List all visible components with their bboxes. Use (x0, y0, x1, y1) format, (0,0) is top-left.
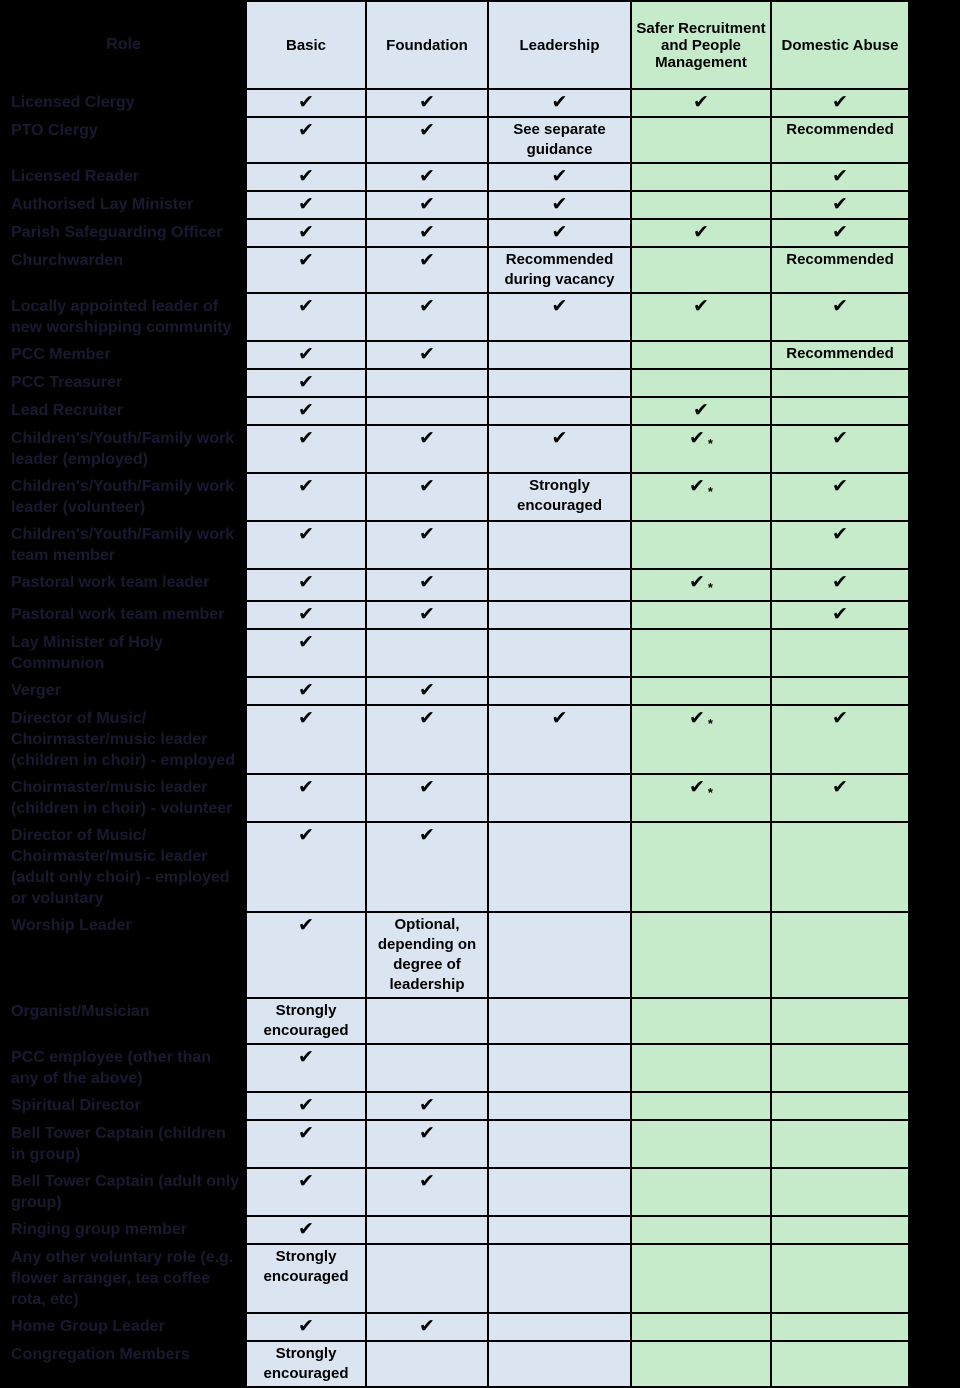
empty-cell (488, 629, 631, 677)
role-label: Lay Minister of Holy Communion (1, 629, 246, 677)
cell (366, 293, 488, 341)
empty-cell (631, 912, 771, 998)
empty-cell (631, 1120, 771, 1168)
role-label: Home Group Leader (1, 1313, 246, 1341)
check-icon: ✔ (832, 604, 848, 625)
asterisk-marker: * (707, 785, 713, 800)
asterisk-marker: * (707, 484, 713, 499)
check-icon: ✔ (298, 572, 314, 593)
table-row (1, 1092, 909, 1120)
role-label: PCC employee (other than any of the above) (1, 1044, 246, 1092)
cell-note: Recommended (771, 117, 909, 163)
role-label: Licensed Clergy (1, 89, 246, 117)
check-icon: ✔ (298, 777, 314, 798)
empty-cell (631, 1168, 771, 1216)
empty-cell (366, 1244, 488, 1313)
check-icon: ✔ (298, 92, 314, 113)
role-label: Pastoral work team member (1, 601, 246, 629)
role-label: PCC Member (1, 341, 246, 369)
asterisk-marker: * (707, 436, 713, 451)
cell (366, 677, 488, 705)
cell (366, 1168, 488, 1216)
table-row (1, 341, 909, 369)
empty-cell (366, 397, 488, 425)
empty-cell (631, 1341, 771, 1387)
cell (366, 219, 488, 247)
check-icon: ✔ (298, 428, 314, 449)
check-icon: ✔ (419, 572, 435, 593)
check-icon: ✔ (832, 166, 848, 187)
check-icon: ✔ (298, 400, 314, 421)
role-label: Organist/Musician (1, 998, 246, 1044)
role-label: Children's/Youth/Family work leader (employed) (1, 425, 246, 473)
role-label: Children's/Youth/Family work team member (1, 521, 246, 569)
cell (246, 822, 366, 912)
role-label: Pastoral work team leader (1, 569, 246, 601)
cell (631, 705, 771, 774)
cell (366, 705, 488, 774)
cell (246, 341, 366, 369)
column-header-role: Role (1, 1, 246, 89)
cell (246, 569, 366, 601)
cell (771, 219, 909, 247)
empty-cell (488, 521, 631, 569)
cell (631, 219, 771, 247)
column-header-domestic-abuse: Domestic Abuse (771, 1, 909, 89)
table-row (1, 397, 909, 425)
check-icon: ✔ (689, 708, 705, 729)
cell (246, 89, 366, 117)
cell (246, 369, 366, 397)
cell-note: Strongly encouraged (246, 1244, 366, 1313)
check-icon: ✔ (419, 92, 435, 113)
empty-cell (488, 601, 631, 629)
cell (366, 341, 488, 369)
empty-cell (771, 369, 909, 397)
check-icon: ✔ (419, 825, 435, 846)
check-icon: ✔ (419, 344, 435, 365)
check-icon: ✔ (298, 1316, 314, 1337)
cell (488, 191, 631, 219)
empty-cell (488, 1216, 631, 1244)
empty-cell (631, 677, 771, 705)
empty-cell (631, 341, 771, 369)
check-icon: ✔ (419, 524, 435, 545)
empty-cell (631, 629, 771, 677)
role-label: Locally appointed leader of new worshipping community (1, 293, 246, 341)
role-label: Choirmaster/music leader (children in choir) - volunteer (1, 774, 246, 822)
check-icon: ✔ (298, 1171, 314, 1192)
table-row (1, 473, 909, 521)
cell (246, 293, 366, 341)
empty-cell (488, 677, 631, 705)
empty-cell (488, 774, 631, 822)
empty-cell (366, 629, 488, 677)
empty-cell (488, 397, 631, 425)
cell (246, 397, 366, 425)
empty-cell (631, 1216, 771, 1244)
empty-cell (366, 1216, 488, 1244)
table-row (1, 1168, 909, 1216)
table-row (1, 601, 909, 629)
cell-note: Strongly encouraged (488, 473, 631, 521)
empty-cell (366, 998, 488, 1044)
asterisk-marker: * (707, 716, 713, 731)
empty-cell (488, 1168, 631, 1216)
check-icon: ✔ (832, 92, 848, 113)
cell-note: Strongly encouraged (246, 1341, 366, 1387)
empty-cell (366, 369, 488, 397)
table-row (1, 705, 909, 774)
cell (631, 397, 771, 425)
table-row (1, 998, 909, 1044)
empty-cell (488, 1092, 631, 1120)
check-icon: ✔ (298, 372, 314, 393)
empty-cell (631, 822, 771, 912)
check-icon: ✔ (419, 1095, 435, 1116)
cell (246, 247, 366, 293)
empty-cell (488, 341, 631, 369)
check-icon: ✔ (693, 92, 709, 113)
check-icon: ✔ (298, 524, 314, 545)
column-header-basic: Basic (246, 1, 366, 89)
empty-cell (771, 1341, 909, 1387)
check-icon: ✔ (551, 194, 568, 215)
cell (246, 912, 366, 998)
cell-note: Optional, depending on degree of leadership (366, 912, 488, 998)
empty-cell (771, 1120, 909, 1168)
empty-cell (631, 191, 771, 219)
check-icon: ✔ (298, 120, 314, 141)
table-row (1, 569, 909, 601)
empty-cell (631, 1313, 771, 1341)
cell (246, 629, 366, 677)
cell (246, 219, 366, 247)
cell (246, 677, 366, 705)
cell (488, 163, 631, 191)
cell (246, 473, 366, 521)
cell (366, 163, 488, 191)
empty-cell (771, 1092, 909, 1120)
cell (366, 822, 488, 912)
check-icon: ✔ (298, 1047, 314, 1068)
table-row (1, 293, 909, 341)
cell-note: See separate guidance (488, 117, 631, 163)
column-header-safer-recruitment: Safer Recruitment and People Management (631, 1, 771, 89)
column-header-foundation: Foundation (366, 1, 488, 89)
cell (366, 601, 488, 629)
empty-cell (488, 998, 631, 1044)
empty-cell (771, 1168, 909, 1216)
check-icon: ✔ (689, 572, 705, 593)
empty-cell (488, 1120, 631, 1168)
cell (366, 473, 488, 521)
cell (366, 247, 488, 293)
empty-cell (631, 521, 771, 569)
check-icon: ✔ (419, 1171, 435, 1192)
cell (246, 774, 366, 822)
empty-cell (771, 1313, 909, 1341)
empty-cell (771, 629, 909, 677)
cell-note: Recommended (771, 247, 909, 293)
table-row (1, 1120, 909, 1168)
cell (366, 1092, 488, 1120)
cell (631, 569, 771, 601)
cell (771, 569, 909, 601)
empty-cell (366, 1044, 488, 1092)
check-icon: ✔ (419, 1316, 435, 1337)
check-icon: ✔ (689, 428, 705, 449)
empty-cell (631, 1092, 771, 1120)
cell (366, 1120, 488, 1168)
header-row (1, 1, 909, 89)
check-icon: ✔ (419, 120, 435, 141)
role-label: Lead Recruiter (1, 397, 246, 425)
check-icon: ✔ (298, 1219, 314, 1240)
table-body (1, 89, 909, 1387)
table-row (1, 89, 909, 117)
table-row (1, 1313, 909, 1341)
role-label: Congregation Members (1, 1341, 246, 1387)
cell (631, 425, 771, 473)
table-row (1, 369, 909, 397)
check-icon: ✔ (832, 777, 848, 798)
role-label: Authorised Lay Minister (1, 191, 246, 219)
cell (366, 191, 488, 219)
cell (246, 163, 366, 191)
cell (631, 473, 771, 521)
table-row (1, 1244, 909, 1313)
role-label: Licensed Reader (1, 163, 246, 191)
check-icon: ✔ (298, 296, 314, 317)
empty-cell (488, 912, 631, 998)
check-icon: ✔ (298, 1123, 314, 1144)
check-icon: ✔ (419, 194, 435, 215)
cell (771, 521, 909, 569)
cell (771, 163, 909, 191)
empty-cell (631, 998, 771, 1044)
check-icon: ✔ (298, 476, 314, 497)
role-label: Ringing group member (1, 1216, 246, 1244)
empty-cell (631, 369, 771, 397)
check-icon: ✔ (298, 344, 314, 365)
role-label: Children's/Youth/Family work leader (volunteer) (1, 473, 246, 521)
check-icon: ✔ (298, 222, 314, 243)
table-row (1, 774, 909, 822)
empty-cell (771, 912, 909, 998)
cell (488, 89, 631, 117)
empty-cell (631, 1044, 771, 1092)
cell (246, 1216, 366, 1244)
empty-cell (488, 1244, 631, 1313)
empty-cell (771, 677, 909, 705)
check-icon: ✔ (419, 680, 435, 701)
empty-cell (488, 1313, 631, 1341)
empty-cell (366, 1341, 488, 1387)
check-icon: ✔ (298, 708, 314, 729)
cell (631, 89, 771, 117)
cell (246, 1313, 366, 1341)
check-icon: ✔ (298, 604, 314, 625)
cell (488, 705, 631, 774)
role-label: PTO Clergy (1, 117, 246, 163)
table-row (1, 1044, 909, 1092)
empty-cell (631, 247, 771, 293)
column-header-leadership: Leadership (488, 1, 631, 89)
check-icon: ✔ (298, 825, 314, 846)
role-label: PCC Treasurer (1, 369, 246, 397)
check-icon: ✔ (419, 708, 435, 729)
check-icon: ✔ (551, 708, 568, 729)
role-label: Bell Tower Captain (children in group) (1, 1120, 246, 1168)
empty-cell (771, 1244, 909, 1313)
check-icon: ✔ (419, 166, 435, 187)
check-icon: ✔ (832, 194, 848, 215)
empty-cell (771, 1044, 909, 1092)
check-icon: ✔ (419, 476, 435, 497)
table-row (1, 521, 909, 569)
cell (771, 293, 909, 341)
empty-cell (771, 1216, 909, 1244)
role-label: Verger (1, 677, 246, 705)
check-icon: ✔ (832, 708, 848, 729)
cell (246, 425, 366, 473)
cell (366, 425, 488, 473)
empty-cell (771, 822, 909, 912)
cell (246, 1120, 366, 1168)
cell (246, 117, 366, 163)
check-icon: ✔ (693, 296, 709, 317)
role-label: Churchwarden (1, 247, 246, 293)
table-row (1, 425, 909, 473)
cell (771, 425, 909, 473)
empty-cell (631, 1244, 771, 1313)
role-label: Bell Tower Captain (adult only group) (1, 1168, 246, 1216)
check-icon: ✔ (551, 166, 568, 187)
check-icon: ✔ (419, 1123, 435, 1144)
check-icon: ✔ (689, 777, 705, 798)
check-icon: ✔ (693, 222, 709, 243)
empty-cell (488, 1341, 631, 1387)
role-label: Director of Music/ Choirmaster/music leader (adult only choir) - employed or voluntary (1, 822, 246, 912)
cell-note: Strongly encouraged (246, 998, 366, 1044)
table-row (1, 117, 909, 163)
table-row (1, 677, 909, 705)
check-icon: ✔ (551, 92, 568, 113)
check-icon: ✔ (832, 428, 848, 449)
cell (246, 1092, 366, 1120)
empty-cell (771, 998, 909, 1044)
table-row (1, 163, 909, 191)
check-icon: ✔ (298, 632, 314, 653)
cell (488, 293, 631, 341)
table-row (1, 822, 909, 912)
check-icon: ✔ (551, 222, 568, 243)
empty-cell (631, 601, 771, 629)
cell (246, 601, 366, 629)
role-label: Spiritual Director (1, 1092, 246, 1120)
check-icon: ✔ (419, 250, 435, 271)
check-icon: ✔ (832, 524, 848, 545)
check-icon: ✔ (419, 428, 435, 449)
check-icon: ✔ (298, 915, 314, 936)
cell (771, 191, 909, 219)
check-icon: ✔ (832, 296, 848, 317)
check-icon: ✔ (298, 680, 314, 701)
cell (366, 1313, 488, 1341)
table-row (1, 912, 909, 998)
cell (366, 117, 488, 163)
check-icon: ✔ (693, 400, 709, 421)
check-icon: ✔ (551, 296, 568, 317)
role-label: Worship Leader (1, 912, 246, 998)
table-row (1, 247, 909, 293)
role-label: Parish Safeguarding Officer (1, 219, 246, 247)
cell (246, 1168, 366, 1216)
table-row (1, 1341, 909, 1387)
cell (771, 89, 909, 117)
empty-cell (488, 569, 631, 601)
table-row (1, 1216, 909, 1244)
cell (631, 774, 771, 822)
check-icon: ✔ (832, 572, 848, 593)
cell-note: Recommended (771, 341, 909, 369)
table-row (1, 219, 909, 247)
cell (366, 774, 488, 822)
check-icon: ✔ (298, 1095, 314, 1116)
empty-cell (488, 822, 631, 912)
cell (366, 521, 488, 569)
empty-cell (631, 117, 771, 163)
empty-cell (488, 369, 631, 397)
check-icon: ✔ (298, 194, 314, 215)
cell (246, 521, 366, 569)
check-icon: ✔ (551, 428, 568, 449)
cell (771, 473, 909, 521)
cell (771, 774, 909, 822)
cell (366, 89, 488, 117)
check-icon: ✔ (832, 222, 848, 243)
cell (488, 219, 631, 247)
table-row (1, 629, 909, 677)
asterisk-marker: * (707, 580, 713, 595)
check-icon: ✔ (832, 476, 848, 497)
check-icon: ✔ (419, 296, 435, 317)
check-icon: ✔ (298, 250, 314, 271)
cell (488, 425, 631, 473)
check-icon: ✔ (419, 222, 435, 243)
table-row (1, 191, 909, 219)
cell (771, 705, 909, 774)
cell (366, 569, 488, 601)
check-icon: ✔ (419, 777, 435, 798)
role-label: Director of Music/ Choirmaster/music leader (children in choir) - employed (1, 705, 246, 774)
check-icon: ✔ (419, 604, 435, 625)
check-icon: ✔ (298, 166, 314, 187)
cell (246, 705, 366, 774)
empty-cell (771, 397, 909, 425)
cell (631, 293, 771, 341)
cell-note: Recommended during vacancy (488, 247, 631, 293)
role-label: Any other voluntary role (e.g. flower arranger, tea coffee rota, etc) (1, 1244, 246, 1313)
cell (246, 1044, 366, 1092)
empty-cell (488, 1044, 631, 1092)
check-icon: ✔ (689, 476, 705, 497)
cell (771, 601, 909, 629)
cell (246, 191, 366, 219)
empty-cell (631, 163, 771, 191)
